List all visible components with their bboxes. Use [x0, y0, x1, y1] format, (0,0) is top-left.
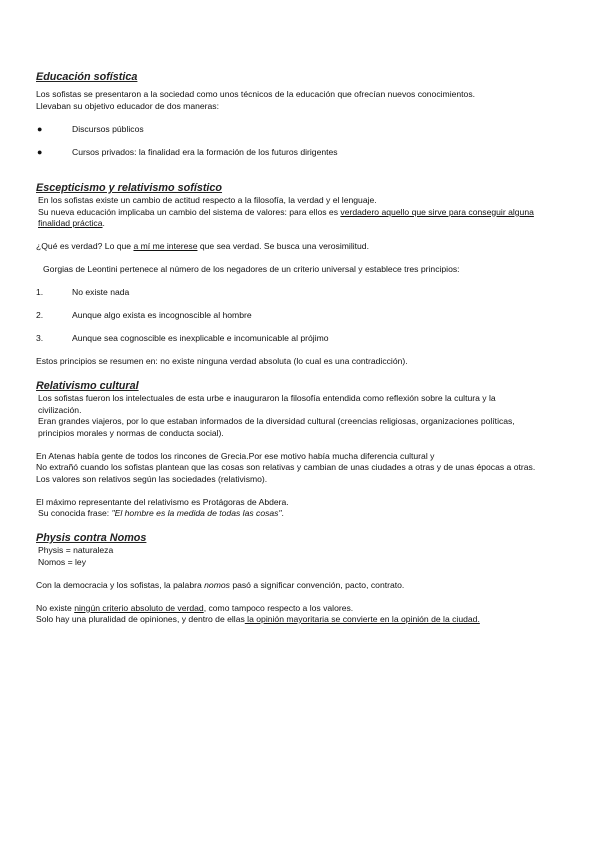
text-run: que sea verdad. Se busca una verosimilitud.	[197, 241, 369, 251]
list-item-text: No existe nada	[72, 287, 130, 297]
paragraph: En Atenas había gente de todos los rincones de Grecia.Por ese motivo había mucha diferencia cultural y	[36, 450, 435, 461]
list-item-text: Cursos privados: la finalidad era la formación de los futuros dirigentes	[72, 146, 338, 157]
paragraph: Nomos = ley	[38, 556, 86, 567]
list-item-text: Aunque algo exista es incognoscible al hombre	[72, 310, 252, 320]
bullet-marker: ●	[37, 123, 43, 134]
list-item	[36, 147, 536, 159]
list-item-text: Aunque sea cognoscible es inexplicable e incomunicable al prójimo	[72, 333, 329, 343]
text-run: pasó a significar convención, pacto, contrato.	[229, 579, 405, 590]
list-number: 1.	[36, 287, 44, 297]
paragraph: Eran grandes viajeros, por lo que estaban informados de la diversidad cultural (creencias religiosas, organizaciones políticas, principios morales y normas de conducta social).	[38, 416, 515, 438]
paragraph: No extrañó cuando los sofistas plantean que las cosas son relativas y cambian de unas ciudades a otras y de unas épocas a otras. Los valores son relativos según las sociedades (relativismo).	[36, 462, 536, 484]
heading-physis-nomos: Physis contra Nomos	[36, 532, 147, 544]
paragraph	[36, 508, 536, 520]
list-number: 2.	[36, 310, 44, 320]
text-run: Solo hay una pluralidad de opiniones, y dentro de ellas	[36, 614, 245, 624]
paragraph: Estos principios se resumen en: no existe ninguna verdad absoluta (lo cual es una contradicción).	[36, 356, 408, 366]
text-run: , como tampoco respecto a los valores.	[203, 602, 354, 613]
italic-quote: "El hombre es la medida de todas las cosas"	[111, 508, 282, 518]
document-body	[36, 70, 536, 626]
text-run: No existe	[36, 602, 75, 613]
list-item	[36, 287, 536, 299]
paragraph: En los sofistas existe un cambio de actitud respecto a la filosofía, la verdad y el lenguaje.	[38, 195, 377, 205]
paragraph: Gorgias de Leontini pertenece al número de los negadores de un criterio universal y establece tres principios:	[43, 264, 460, 274]
heading-educacion-sofistica: Educación sofística	[36, 71, 138, 83]
list-number: 3.	[36, 333, 44, 343]
paragraph: Los sofistas se presentaron a la sociedad como unos técnicos de la educación que ofrecían nuevos conocimientos.	[36, 89, 476, 99]
text-run: Su nueva educación implicaba un cambio del sistema de valores: para ellos es	[38, 206, 341, 217]
paragraph: Physis = naturaleza	[38, 545, 114, 555]
italic-term: nomos	[204, 579, 230, 590]
list-item-text: Discursos públicos	[72, 123, 144, 134]
underlined-text: ningún criterio absoluto de verdad	[74, 602, 204, 613]
text-run: ¿Qué es verdad? Lo que	[36, 241, 134, 251]
heading-escepticismo: Escepticismo y relativismo sofístico	[36, 182, 223, 194]
list-item	[36, 310, 536, 322]
underlined-text: la opinión mayoritaria se convierte en la opinión de la ciudad.	[244, 614, 480, 624]
list-item	[36, 333, 536, 345]
paragraph	[36, 580, 536, 592]
paragraph	[36, 614, 536, 626]
list-item	[36, 124, 536, 136]
text-run: Con la democracia y los sofistas, la palabra	[36, 579, 205, 590]
paragraph: El máximo representante del relativismo es Protágoras de Abdera.	[36, 496, 289, 507]
heading-relativismo-cultural: Relativismo cultural	[36, 380, 139, 392]
text-run: .	[281, 508, 284, 518]
paragraph	[36, 207, 536, 230]
text-run: Su conocida frase:	[38, 508, 112, 518]
paragraph: Llevaban su objetivo educador de dos maneras:	[36, 100, 219, 111]
bullet-marker: ●	[37, 146, 43, 157]
underlined-text: verdadero aquello que sirve para conseguir alguna finalidad práctica	[38, 206, 534, 228]
paragraph: Los sofistas fueron los intelectuales de esta urbe e inauguraron la filosofía entendida como reflexión sobre la cultura y la civilización.	[38, 393, 496, 415]
text-run: .	[102, 218, 105, 228]
paragraph	[36, 241, 536, 253]
underlined-text: a mí me interese	[133, 241, 198, 251]
paragraph	[36, 603, 536, 615]
